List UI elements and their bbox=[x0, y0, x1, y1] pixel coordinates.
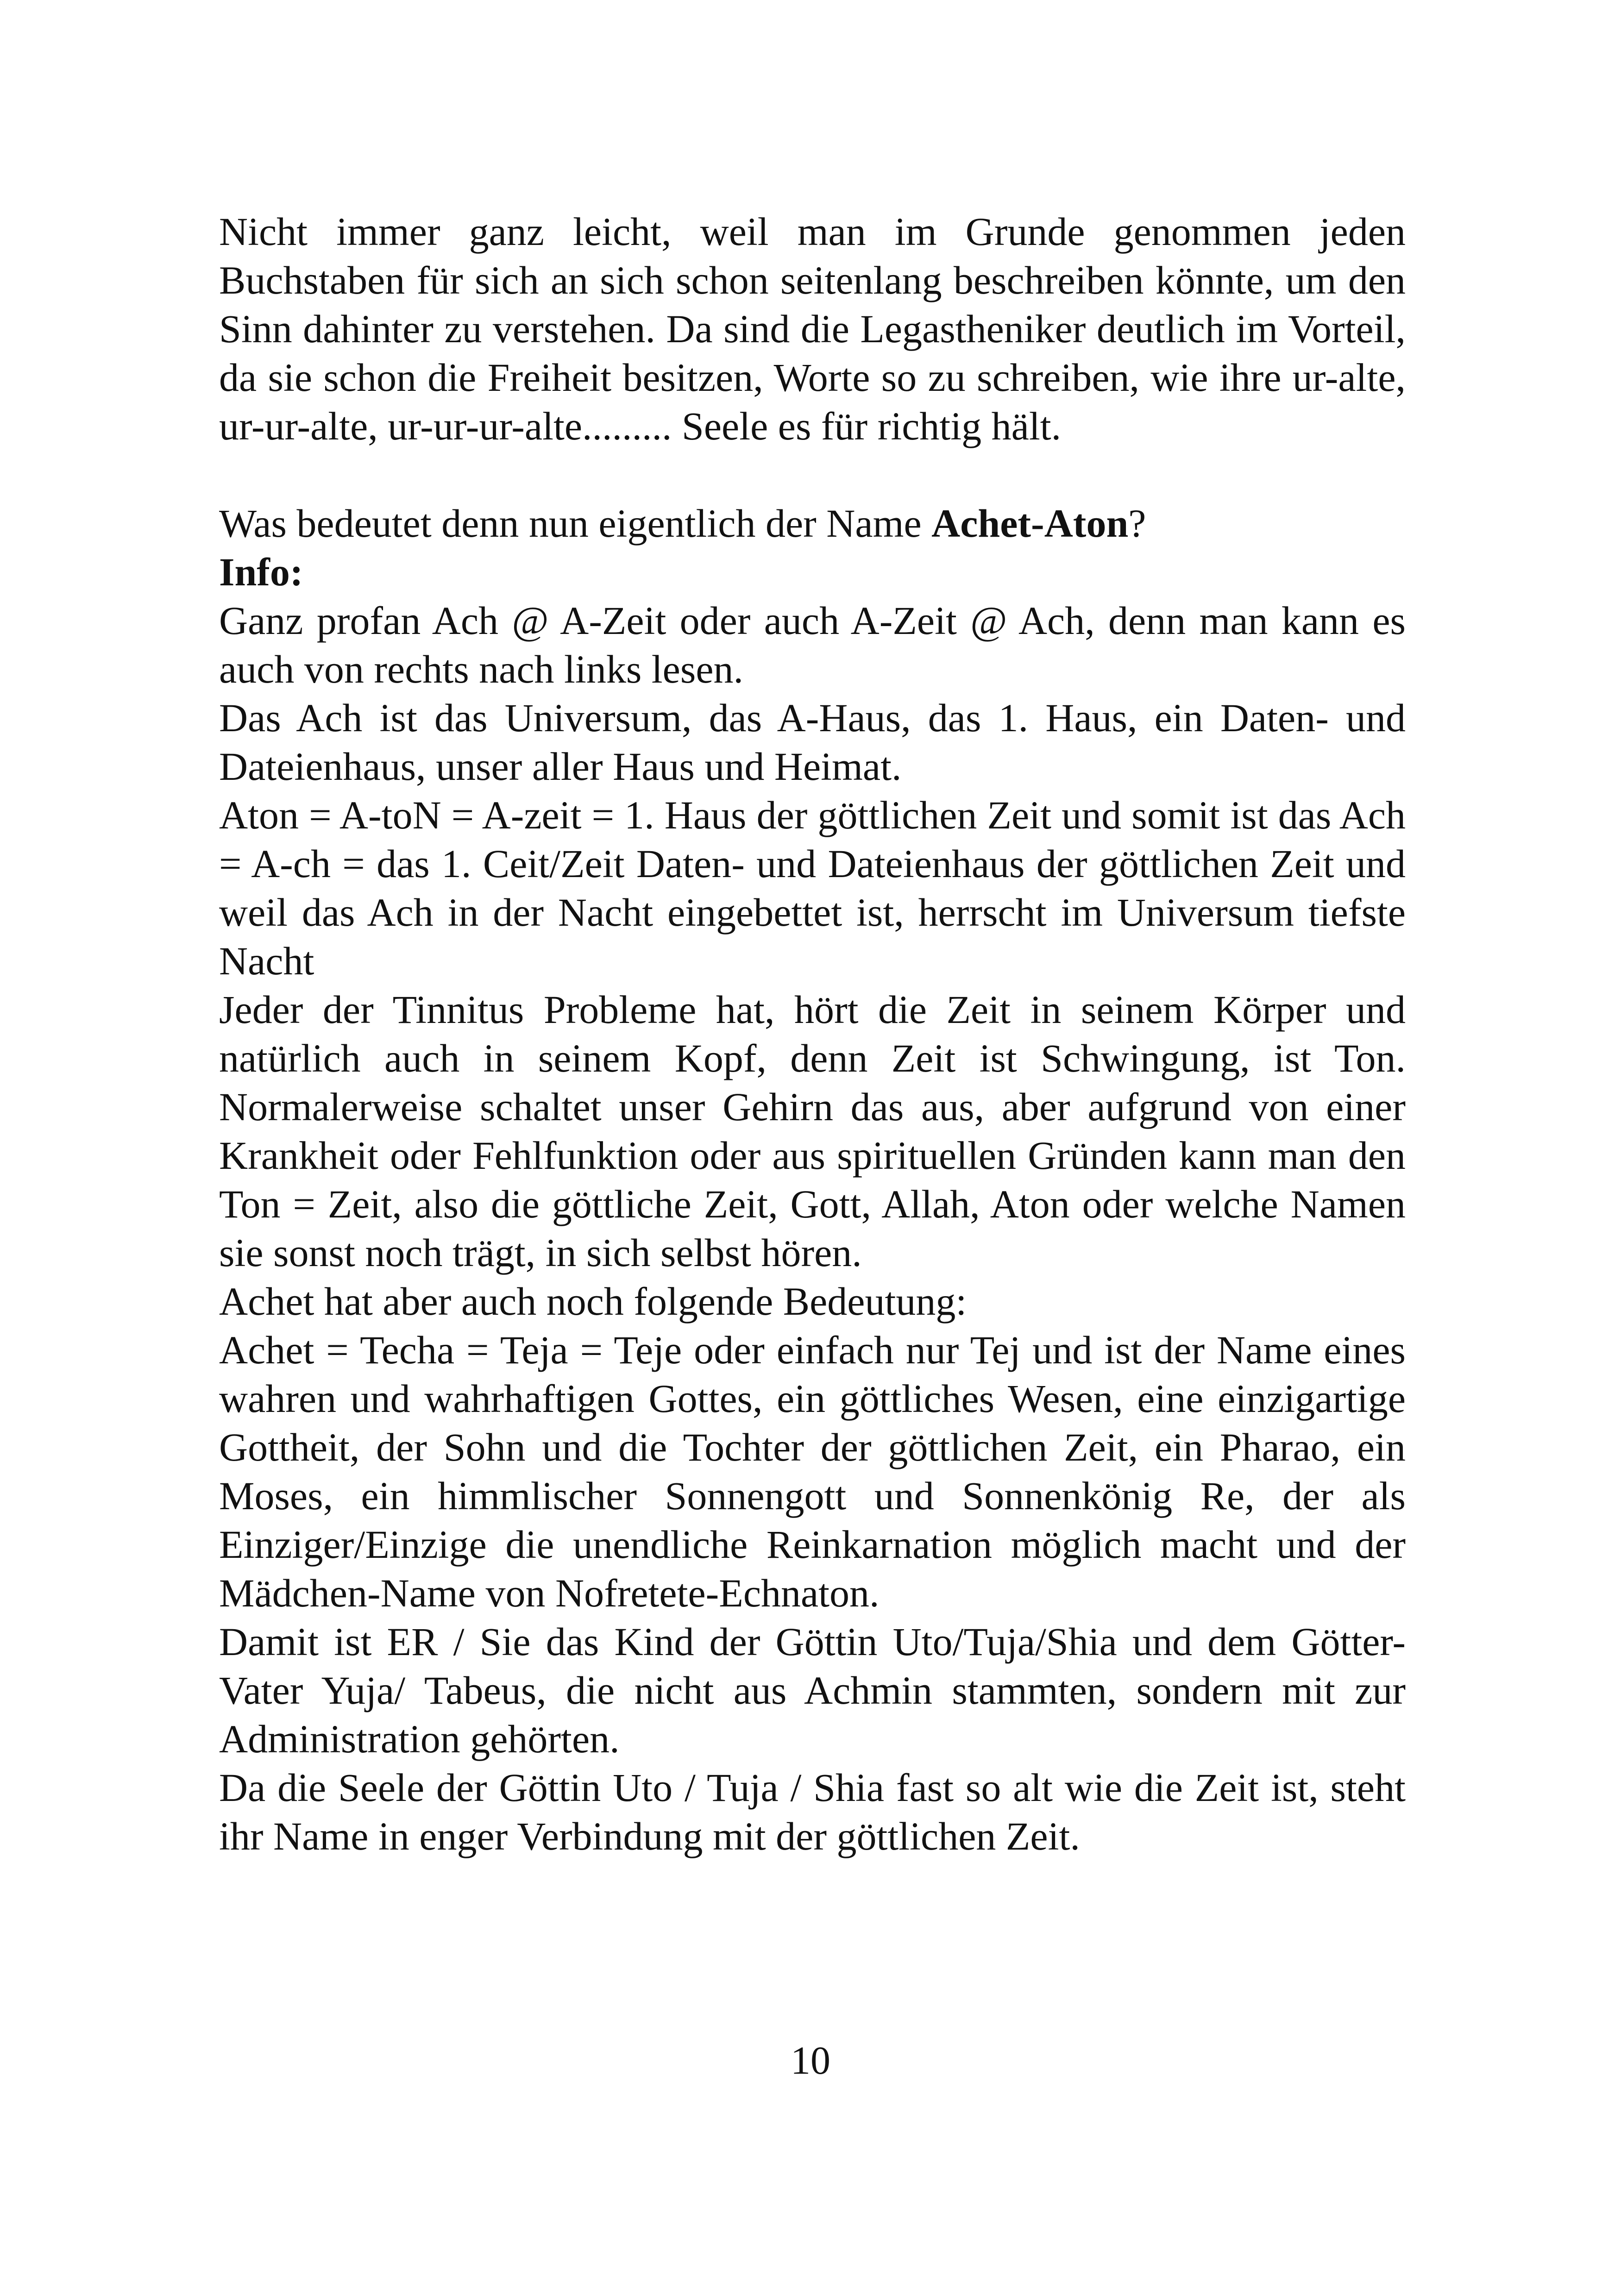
name-achet-aton: Achet-Aton bbox=[931, 501, 1129, 546]
info-label: Info: bbox=[219, 550, 303, 594]
body-paragraph: Jeder der Tinnitus Probleme hat, hört die Zeit in seinem Körper und natürlich auch in seinem Kopf, denn Zeit ist Schwingung, ist Ton. Normalerweise schaltet unser Gehirn das aus, aber aufgrund von einer Krankheit oder Fehlfunktion oder aus spirituellen Gründen kann man den Ton = Zeit, also die göttliche Zeit, Gott, Allah, Aton oder welche Namen sie sonst noch trägt, in sich selbst hören. bbox=[219, 987, 1406, 1275]
body-paragraph: Das Ach ist das Universum, das A-Haus, das 1. Haus, ein Daten- und Dateienhaus, unser aller Haus und Heimat. bbox=[219, 696, 1406, 789]
body-paragraph: Achet = Techa = Teja = Teje oder einfach nur Tej und ist der Name eines wahren und wahrhaftigen Gottes, ein göttliches Wesen, eine einzigartige Gottheit, der Sohn und die Tochter der göttlichen Zeit, ein Pharao, ein Moses, ein himmlischer Sonnengott und Sonnenkönig Re, der als Einziger/Einzige die unendliche Reinkarnation möglich macht und der Mädchen-Name von Nofretete-Echnaton. bbox=[219, 1328, 1406, 1615]
paragraph-gap bbox=[219, 451, 1406, 499]
question-line bbox=[219, 499, 1406, 548]
body-paragraph: Ganz profan Ach @ A-Zeit oder auch A-Zeit @ Ach, denn man kann es auch von rechts nach links lesen. bbox=[219, 598, 1406, 691]
body-paragraph: Aton = A-toN = A-zeit = 1. Haus der göttlichen Zeit und somit ist das Ach = A-ch = das 1. Ceit/Zeit Daten- und Dateienhaus der göttlichen Zeit und weil das Ach in der Nacht eingebettet ist, herrscht im Universum tiefste Nacht bbox=[219, 793, 1406, 983]
question-mark: ? bbox=[1128, 501, 1146, 546]
body-paragraph: Damit ist ER / Sie das Kind der Göttin Uto/Tuja/Shia und dem Götter-Vater Yuja/ Tabeus, die nicht aus Achmin stammten, sondern mit zur Administration gehörten. bbox=[219, 1619, 1406, 1761]
page-body bbox=[219, 207, 1406, 1861]
intro-paragraph: Nicht immer ganz leicht, weil man im Grunde genommen jeden Buchstaben für sich an sich schon seitenlang beschreiben könnte, um den Sinn dahinter zu verstehen. Da sind die Legastheniker deutlich im Vorteil, da sie schon die Freiheit besitzen, Worte so zu schreiben, wie ihre ur-alte, ur-ur-alte, ur-ur-ur-alte......... Seele es für richtig hält. bbox=[219, 209, 1406, 448]
page-number: 10 bbox=[791, 2038, 830, 2083]
body-paragraph: Da die Seele der Göttin Uto / Tuja / Shia fast so alt wie die Zeit ist, steht ihr Name in enger Verbindung mit der göttlichen Zeit. bbox=[219, 1765, 1406, 1858]
question-text: Was bedeutet denn nun eigentlich der Name bbox=[219, 501, 932, 546]
body-paragraph: Achet hat aber auch noch folgende Bedeutung: bbox=[219, 1279, 967, 1324]
